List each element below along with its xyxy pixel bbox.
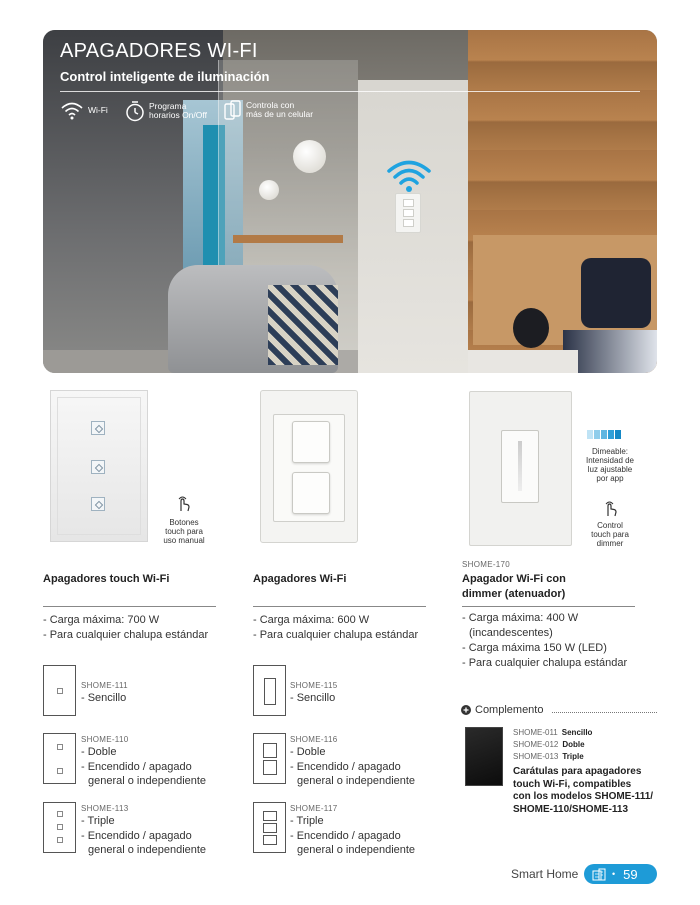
feature-phone-label-1: Controla con <box>246 100 295 110</box>
feature-phone-label-2: más de un celular <box>246 109 314 119</box>
smart-home-icon <box>592 868 606 881</box>
product-specs: - Carga máxima: 700 W - Para cualquier chalupa estándar <box>43 614 209 641</box>
feature-wifi-label: Wi-Fi <box>88 104 108 115</box>
variant-thumb-double <box>43 733 76 784</box>
complement-description: Carátulas para apagadores touch Wi-Fi, compatibles con los modelos SHOME-111/ SHOME-110/SHOME-113 <box>513 766 654 815</box>
hero-banner <box>43 30 657 373</box>
product-code: SHOME-170 <box>462 560 511 569</box>
touch-button-3 <box>91 497 105 511</box>
feature-multi-phone <box>224 100 313 120</box>
wall-switch-illustration <box>395 193 421 233</box>
phones-icon <box>224 100 242 120</box>
product-specs: - Carga máxima: 400 W (incandescentes) - Carga máxima 150 W (LED) - Para cualquier chalupa estándar <box>462 612 628 669</box>
push-switch-image <box>260 390 358 543</box>
touch-hand-icon <box>175 495 193 513</box>
touch-hand-icon <box>602 500 620 518</box>
feature-schedule-label-2: horarios On/Off <box>149 110 207 120</box>
complement-item: SHOME-012 Doble <box>513 740 585 749</box>
variant-desc: - Triple - Encendido / apagado general o independiente <box>290 815 416 856</box>
black-cover-plate-image <box>465 727 503 786</box>
product-specs: - Carga máxima: 600 W - Para cualquier chalupa estándar <box>253 614 419 641</box>
page-title: APAGADORES WI-FI <box>60 40 258 62</box>
page-subtitle: Control inteligente de iluminación <box>60 69 270 84</box>
variant-desc: - Sencillo <box>81 692 127 704</box>
touch-switch-image <box>50 390 148 542</box>
section-name: Smart Home <box>511 867 579 881</box>
variant-thumb-double <box>253 733 286 784</box>
wifi-icon <box>60 100 84 120</box>
product-title: Apagador Wi-Fi con dimmer (atenuador) <box>462 573 566 600</box>
touch-buttons-note: Botones touch para uso manual <box>163 518 205 545</box>
page-number-badge <box>584 864 657 884</box>
dimmable-note: Dimeable: Intensidad de luz ajustable por app <box>585 447 635 483</box>
footer-separator: • <box>612 869 616 879</box>
timer-icon <box>125 100 145 122</box>
variant-code: SHOME-117 <box>290 804 338 813</box>
plus-circle-icon <box>461 705 471 715</box>
page-number: 59 <box>623 866 638 882</box>
variant-code: SHOME-116 <box>290 735 338 744</box>
product-title: Apagadores Wi-Fi <box>253 573 347 585</box>
wifi-signal-icon <box>386 158 432 194</box>
variant-desc: - Doble - Encendido / apagado general o independiente <box>81 746 207 787</box>
feature-schedule <box>125 100 207 122</box>
variant-thumb-triple <box>43 802 76 853</box>
variant-desc: - Sencillo <box>290 692 336 704</box>
complement-item: SHOME-013 Triple <box>513 752 584 761</box>
touch-button-2 <box>91 460 105 474</box>
feature-wifi <box>60 100 108 120</box>
dimmer-switch-image <box>469 391 572 546</box>
variant-code: SHOME-110 <box>81 735 129 744</box>
complement-item: SHOME-011 Sencillo <box>513 728 593 737</box>
dimmer-control-note: Control touch para dimmer <box>591 521 629 548</box>
complement-heading: Complemento <box>461 704 543 716</box>
touch-button-1 <box>91 421 105 435</box>
variant-desc: - Doble - Encendido / apagado general o independiente <box>290 746 416 787</box>
variant-code: SHOME-111 <box>81 681 128 690</box>
variant-code: SHOME-115 <box>290 681 338 690</box>
dimmer-level-icon <box>587 430 621 439</box>
variant-code: SHOME-113 <box>81 804 129 813</box>
feature-schedule-label-1: Programa <box>149 101 187 111</box>
variant-desc: - Triple - Encendido / apagado general o independiente <box>81 815 207 856</box>
variant-thumb-single <box>43 665 76 716</box>
variant-thumb-triple <box>253 802 286 853</box>
product-title: Apagadores touch Wi-Fi <box>43 573 170 585</box>
variant-thumb-single <box>253 665 286 716</box>
title-divider <box>60 91 640 92</box>
